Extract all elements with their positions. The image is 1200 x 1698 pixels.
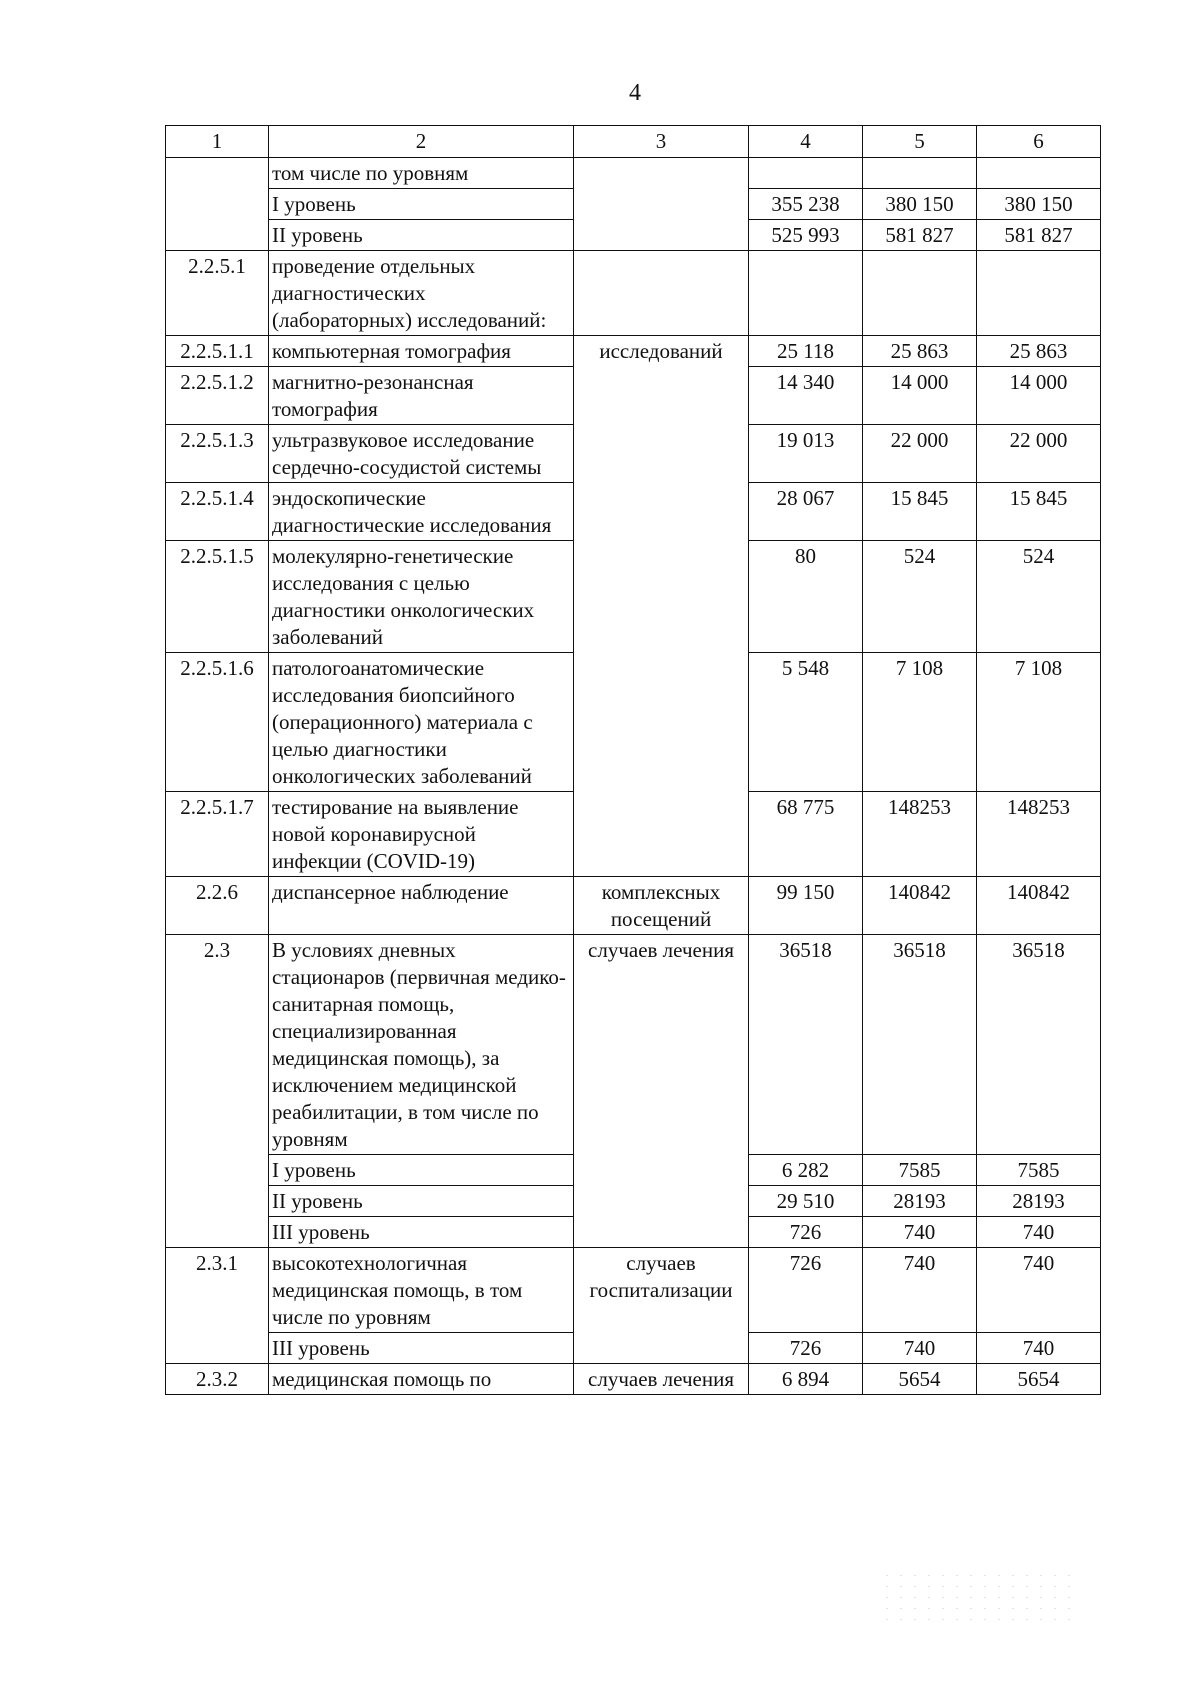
- value-cell-6: [977, 158, 1101, 189]
- row-name-cell: тестирование на выявление новой коронавирусной инфекции (COVID-19): [269, 792, 574, 877]
- table-row: [166, 158, 1101, 189]
- row-unit-cell: комплексных посещений: [574, 877, 749, 935]
- row-unit-cell: случаев лечения: [574, 935, 749, 1248]
- page-number: 4: [629, 80, 641, 106]
- row-unit-cell: [574, 158, 749, 251]
- value-cell-4: 29 510: [749, 1186, 863, 1217]
- value-cell-4: 28 067: [749, 483, 863, 541]
- row-name-cell: II уровень: [269, 220, 574, 251]
- value-cell-4: 726: [749, 1248, 863, 1333]
- row-code-cell: 2.2.5.1.5: [166, 541, 269, 653]
- header-cell-2: 2: [269, 126, 574, 158]
- value-cell-6: 740: [977, 1248, 1101, 1333]
- value-cell-6: 581 827: [977, 220, 1101, 251]
- value-cell-4: 80: [749, 541, 863, 653]
- value-cell-5: 148253: [863, 792, 977, 877]
- table-row: [166, 251, 1101, 336]
- value-cell-6: 380 150: [977, 189, 1101, 220]
- row-code-cell: 2.3.2: [166, 1364, 269, 1395]
- value-cell-5: 140842: [863, 877, 977, 935]
- value-cell-5: 25 863: [863, 336, 977, 367]
- table-row: [166, 935, 1101, 1155]
- value-cell-4: 726: [749, 1217, 863, 1248]
- value-cell-4: 99 150: [749, 877, 863, 935]
- value-cell-4: [749, 251, 863, 336]
- header-cell-6: 6: [977, 126, 1101, 158]
- value-cell-6: 5654: [977, 1364, 1101, 1395]
- row-code-cell: 2.2.5.1.4: [166, 483, 269, 541]
- value-cell-6: 740: [977, 1217, 1101, 1248]
- value-cell-5: 28193: [863, 1186, 977, 1217]
- value-cell-6: [977, 251, 1101, 336]
- value-cell-6: 7585: [977, 1155, 1101, 1186]
- row-code-cell: 2.2.5.1: [166, 251, 269, 336]
- row-name-cell: патологоанатомические исследования биопсийного (операционного) материала с целью диагностики онкологических заболеваний: [269, 653, 574, 792]
- header-cell-1: 1: [166, 126, 269, 158]
- header-cell-5: 5: [863, 126, 977, 158]
- value-cell-4: 36518: [749, 935, 863, 1155]
- value-cell-5: 36518: [863, 935, 977, 1155]
- value-cell-6: 36518: [977, 935, 1101, 1155]
- value-cell-4: 355 238: [749, 189, 863, 220]
- row-unit-cell: [574, 251, 749, 336]
- value-cell-4: 6 282: [749, 1155, 863, 1186]
- row-code-cell: 2.2.5.1.3: [166, 425, 269, 483]
- value-cell-5: [863, 158, 977, 189]
- table-row: [166, 877, 1101, 935]
- row-name-cell: ультразвуковое исследование сердечно-сосудистой системы: [269, 425, 574, 483]
- table-row: [166, 336, 1101, 367]
- value-cell-6: 148253: [977, 792, 1101, 877]
- row-code-cell: 2.2.5.1.2: [166, 367, 269, 425]
- value-cell-5: 581 827: [863, 220, 977, 251]
- row-code-cell: 2.2.5.1.1: [166, 336, 269, 367]
- row-name-cell: эндоскопические диагностические исследования: [269, 483, 574, 541]
- table-row: [166, 1364, 1101, 1395]
- value-cell-4: 6 894: [749, 1364, 863, 1395]
- row-name-cell: II уровень: [269, 1186, 574, 1217]
- value-cell-5: 5654: [863, 1364, 977, 1395]
- value-cell-5: 7 108: [863, 653, 977, 792]
- value-cell-5: 22 000: [863, 425, 977, 483]
- value-cell-4: 5 548: [749, 653, 863, 792]
- value-cell-5: 740: [863, 1217, 977, 1248]
- row-name-cell: компьютерная томография: [269, 336, 574, 367]
- value-cell-5: 7585: [863, 1155, 977, 1186]
- row-name-cell: III уровень: [269, 1333, 574, 1364]
- row-name-cell: I уровень: [269, 1155, 574, 1186]
- value-cell-6: 15 845: [977, 483, 1101, 541]
- row-code-cell: 2.2.6: [166, 877, 269, 935]
- row-name-cell: III уровень: [269, 1217, 574, 1248]
- value-cell-5: 740: [863, 1248, 977, 1333]
- row-code-cell: 2.3.1: [166, 1248, 269, 1364]
- row-name-cell: том числе по уровням: [269, 158, 574, 189]
- row-name-cell: молекулярно-генетические исследования с целью диагностики онкологических заболеваний: [269, 541, 574, 653]
- header-cell-3: 3: [574, 126, 749, 158]
- table-header-row: [166, 126, 1101, 158]
- value-cell-4: 25 118: [749, 336, 863, 367]
- value-cell-5: 380 150: [863, 189, 977, 220]
- row-name-cell: высокотехнологичная медицинская помощь, в том числе по уровням: [269, 1248, 574, 1333]
- value-cell-6: 740: [977, 1333, 1101, 1364]
- value-cell-5: 14 000: [863, 367, 977, 425]
- value-cell-5: 15 845: [863, 483, 977, 541]
- value-cell-6: 14 000: [977, 367, 1101, 425]
- row-code-cell: [166, 158, 269, 251]
- row-name-cell: I уровень: [269, 189, 574, 220]
- header-cell-4: 4: [749, 126, 863, 158]
- row-name-cell: проведение отдельных диагностических (лабораторных) исследований:: [269, 251, 574, 336]
- data-table: [165, 125, 1101, 1395]
- table-row: [166, 1248, 1101, 1333]
- row-code-cell: 2.3: [166, 935, 269, 1248]
- value-cell-4: [749, 158, 863, 189]
- value-cell-4: 14 340: [749, 367, 863, 425]
- row-name-cell: диспансерное наблюдение: [269, 877, 574, 935]
- value-cell-5: [863, 251, 977, 336]
- row-code-cell: 2.2.5.1.6: [166, 653, 269, 792]
- row-unit-cell: случаев госпитализации: [574, 1248, 749, 1364]
- value-cell-6: 28193: [977, 1186, 1101, 1217]
- value-cell-6: 524: [977, 541, 1101, 653]
- value-cell-6: 22 000: [977, 425, 1101, 483]
- value-cell-6: 140842: [977, 877, 1101, 935]
- row-unit-cell: исследований: [574, 336, 749, 877]
- value-cell-4: 19 013: [749, 425, 863, 483]
- row-name-cell: медицинская помощь по: [269, 1364, 574, 1395]
- value-cell-6: 7 108: [977, 653, 1101, 792]
- value-cell-6: 25 863: [977, 336, 1101, 367]
- row-unit-cell: случаев лечения: [574, 1364, 749, 1395]
- value-cell-4: 68 775: [749, 792, 863, 877]
- row-code-cell: 2.2.5.1.7: [166, 792, 269, 877]
- value-cell-5: 524: [863, 541, 977, 653]
- row-name-cell: магнитно-резонансная томография: [269, 367, 574, 425]
- value-cell-4: 525 993: [749, 220, 863, 251]
- value-cell-4: 726: [749, 1333, 863, 1364]
- row-name-cell: В условиях дневных стационаров (первичная медико-санитарная помощь, специализированная медицинская помощь), за исключением медицинской реабилитации, в том числе по уровням: [269, 935, 574, 1155]
- scan-noise-decoration: [880, 1570, 1080, 1630]
- value-cell-5: 740: [863, 1333, 977, 1364]
